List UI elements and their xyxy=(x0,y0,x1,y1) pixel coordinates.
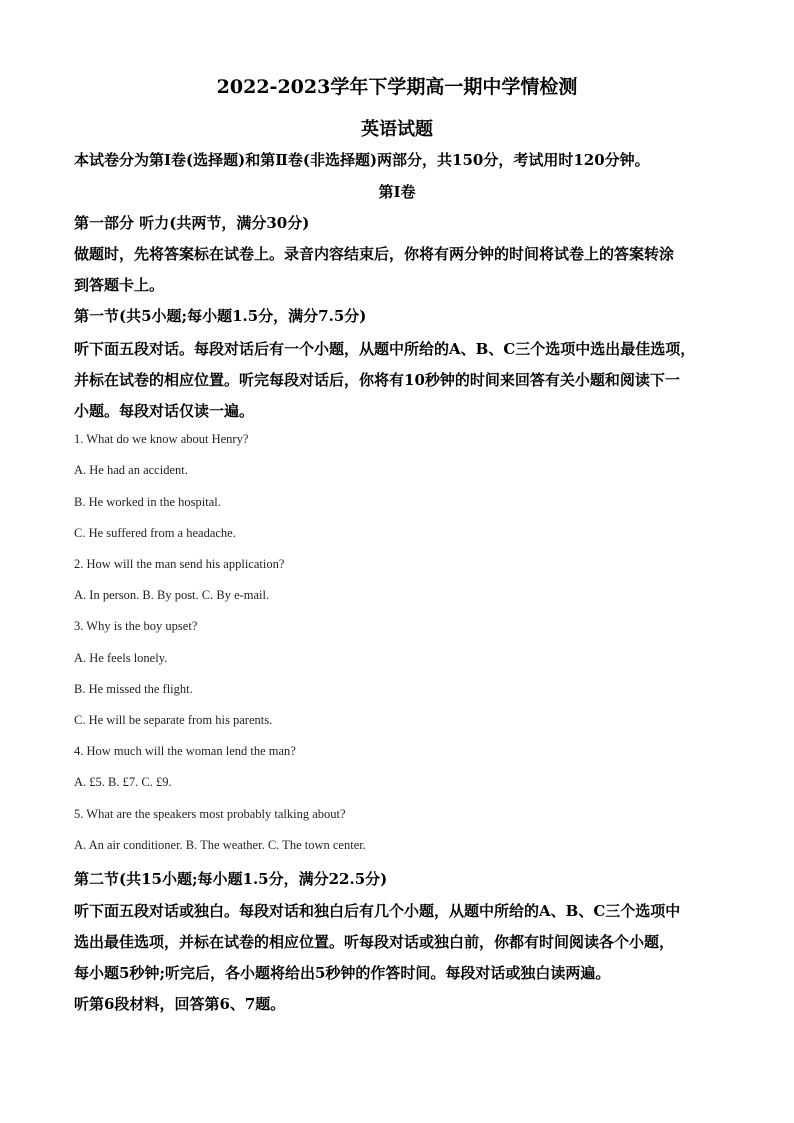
question-1-option-c: C. He suffered from a headache. xyxy=(74,526,236,540)
exam-title: 2022-2023学年下学期高一期中学情检测 xyxy=(216,76,578,98)
question-1-option-a: A. He had an accident. xyxy=(74,463,188,477)
section2-next-instruction: 听第6段材料，回答第6、7题。 xyxy=(74,995,286,1013)
volume-label: 第Ⅰ卷 xyxy=(378,183,416,201)
question-3-option-c: C. He will be separate from his parents. xyxy=(74,713,273,727)
section2-instruction-line: 听下面五段对话或独白。每段对话和独白后有几个小题，从题中所给的A、B、C三个选项中 xyxy=(74,902,681,920)
part1-heading: 第一部分 听力(共两节，满分30分) xyxy=(74,214,310,232)
question-1-option-b: B. He worked in the hospital. xyxy=(74,495,221,509)
question-5-stem: 5. What are the speakers most probably talking about? xyxy=(74,807,346,821)
exam-intro: 本试卷分为第Ⅰ卷(选择题)和第Ⅱ卷(非选择题)两部分，共150分，考试用时120分钟。 xyxy=(74,151,650,169)
question-3-option-b: B. He missed the flight. xyxy=(74,682,193,696)
question-3-option-a: A. He feels lonely. xyxy=(74,651,168,665)
exam-subtitle: 英语试题 xyxy=(361,119,433,140)
section1-instruction-line: 听下面五段对话。每段对话后有一个小题，从题中所给的A、B、C三个选项中选出最佳选项， xyxy=(74,340,696,358)
section2-heading: 第二节(共15小题;每小题1.5分，满分22.5分) xyxy=(74,870,388,888)
question-2-options: A. In person. B. By post. C. By e-mail. xyxy=(74,588,270,602)
section1-heading: 第一节(共5小题;每小题1.5分，满分7.5分) xyxy=(74,307,367,325)
section1-instruction-line: 并标在试卷的相应位置。听完每段对话后，你将有10秒钟的时间来回答有关小题和阅读下一 xyxy=(74,371,680,389)
section1-instruction-line: 小题。每段对话仅读一遍。 xyxy=(74,402,255,420)
section2-instruction-line: 选出最佳选项，并标在试卷的相应位置。听每段对话或独白前，你都有时间阅读各个小题， xyxy=(74,933,675,951)
question-1-stem: 1. What do we know about Henry? xyxy=(74,432,249,446)
question-5-options: A. An air conditioner. B. The weather. C. The town center. xyxy=(74,838,366,852)
question-4-stem: 4. How much will the woman lend the man? xyxy=(74,744,296,758)
question-2-stem: 2. How will the man send his application? xyxy=(74,557,285,571)
section2-instruction-line: 每小题5秒钟;听完后，各小题将给出5秒钟的作答时间。每段对话或独白读两遍。 xyxy=(74,964,611,982)
question-3-stem: 3. Why is the boy upset? xyxy=(74,619,198,633)
question-4-options: A. £5. B. £7. C. £9. xyxy=(74,775,172,789)
part1-instruction-line: 做题时，先将答案标在试卷上。录音内容结束后，你将有两分钟的时间将试卷上的答案转涂 xyxy=(74,245,675,263)
part1-instruction-line: 到答题卡上。 xyxy=(74,276,165,294)
